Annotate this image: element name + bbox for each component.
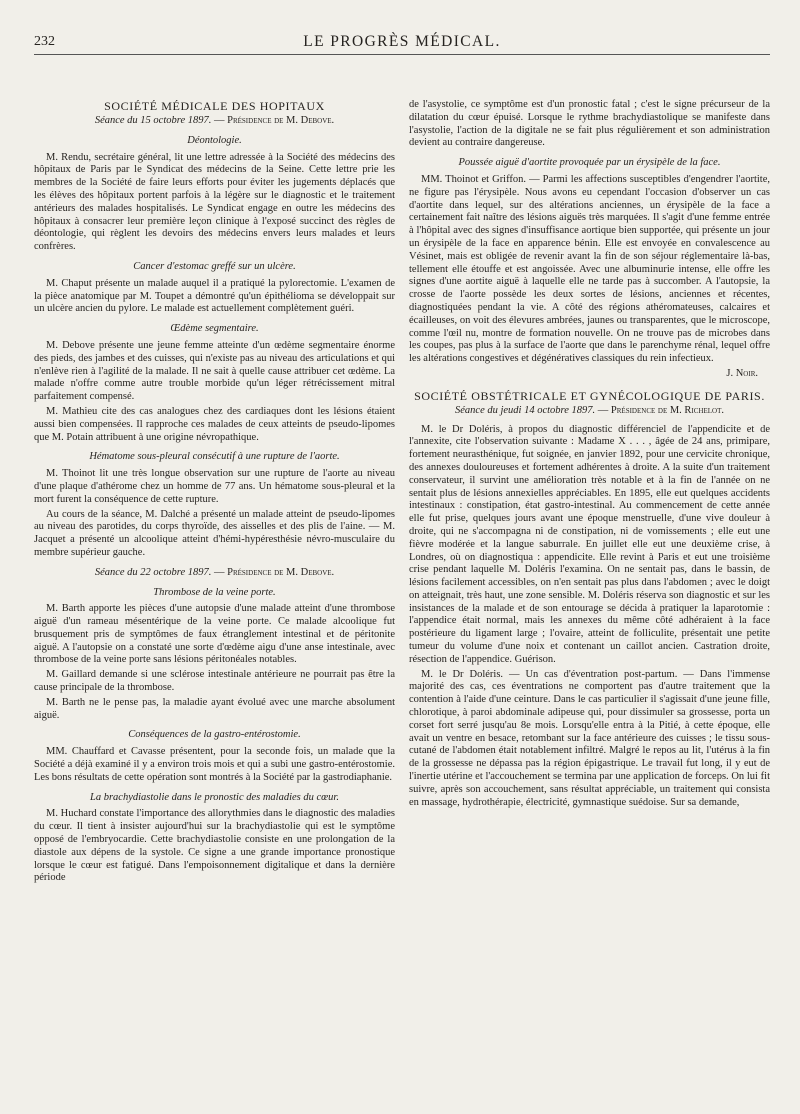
- page-number: 232: [34, 34, 55, 49]
- session-heading: [34, 567, 395, 580]
- paragraph: M. Mathieu cite des cas analogues chez des cardiaques dont les lésions étaient aussi bien compensées. Il rapproche ces malades de ceux atteints de pseudo-lipomes que M. Potain attribuent à une origine névropathique.: [34, 405, 395, 443]
- section-heading: Hématome sous-pleural consécutif à une rupture de l'aorte.: [89, 451, 340, 463]
- society-title: SOCIÉTÉ MÉDICALE DES HOPITAUX: [104, 99, 325, 113]
- paragraph: de l'asystolie, ce symptôme est d'un pronostic fatal ; c'est le signe précurseur de la dilatation du cœur épuisé. Lorsque le rythme brachydiastolique se manifeste dans l'asystolie, l'action de la digitale ne se fait plus régulièrement et son administration devient au contraire dangereuse.: [409, 99, 770, 149]
- session-heading: [34, 115, 395, 128]
- session-date: Séance du jeudi 14 octobre 1897.: [455, 404, 596, 416]
- columns: [34, 99, 770, 887]
- paragraph: M. Gaillard demande si une sclérose intestinale antérieure ne pourrait pas être la cause principale de la thrombose.: [34, 669, 395, 694]
- session-heading: [409, 405, 770, 418]
- paragraph: M. Chaput présente un malade auquel il a pratiqué la pylorectomie. L'examen de la pièce anatomique par M. Toupet a démontré qu'un épithélioma se développait sur un ulcère ancien du pylore. Le malade est actuellement complètement guéri.: [34, 277, 395, 315]
- paragraph: MM. Chauffard et Cavasse présentent, pour la seconde fois, un malade que la Société a déjà examiné il y a environ trois mois et qui a subi une gastro-entérostomie. Les bons résultats de cette opération sont montrés à la Société par la gastrodiaphanie.: [34, 746, 395, 783]
- section-heading: Conséquences de la gastro-entérostomie.: [128, 729, 301, 741]
- section-heading: Cancer d'estomac greffé sur un ulcère.: [133, 260, 296, 272]
- paragraph: M. Debove présente une jeune femme atteinte d'un œdème segmentaire énorme des pieds, des jambes et des cuisses, qui n'existe pas au niveau des articulations et qui n'enlève rien à l'agilité de la malade. Il ne sait à quelle cause attribuer cet œdème. La malade n'offre comme autre trouble morbide qu'un léger rétrécissement mitral parfaitement compensé.: [34, 339, 395, 403]
- running-title: LE PROGRÈS MÉDICAL.: [303, 33, 501, 50]
- session-presidency: — Présidence de M. Debove.: [211, 566, 335, 578]
- section-heading: Œdème segmentaire.: [170, 323, 259, 335]
- paragraph: M. le Dr Doléris. — Un cas d'éventration post-partum. — Dans l'immense majorité des cas, ces éventrations ne comportent pas d'autre traitement que la contention à l'aide d'une ceinture. Dans le cas particulier il s'agissait d'une jeune fille, chlorotique, à paroi abdominale adipeuse qui, pour dissimuler sa grossesse, porta un corset fort serré jusqu'au 8e mois. Lorsqu'elle entra à la Pitié, à cette époque, elle avait un ventre en besace, retombant sur la face antérieure des cuisses ; le tissu sous-cutané de l'abdomen était notablement infiltré. Malgré le repos au lit, l'utérus à la fin de la grossesse ne dépassa pas la région épigastrique. Le travail fut long, il y eut de l'inertie utérine et l'accouchement se termina par une application de forceps. On lui fit suivre, après son accouchement, sans résultat appréciable, un traitement qui consista en massage, hydrothérapie, électricité, gymnastique suédoise. Sur sa demande,: [409, 668, 770, 808]
- session-date: Séance du 15 octobre 1897.: [94, 115, 212, 126]
- author-signature: J. Noir.: [726, 367, 758, 379]
- paragraph: M. le Dr Doléris, à propos du diagnostic différenciel de l'appendicite et de l'annexite, cite l'observation suivante : Madame X . . . , âgée de 24 ans, primipare, fortement neurasthénique, fut soignée, en janvier 1892, pour une cervicite chronique, des annexes douloureuses et fortement adhérentes à droite. A la suite d'un traitement conservateur, il survint une amélioration très notable et à la fin de l'année on ne sentait plus de lésions annexielles appréciables. En 1895, elle eut quelques accidents intestinaux : constipation, état gastro-intestinal. Au commencement de cette année elle fut prise, quelques jours avant une époque menstruelle, d'une vive douleur à droite, qui ne s'accompagna ni de constipation, ni de vomissements ; elle eut une fièvre modérée et la langue saburrale. En juillet elle eut une deuxième crise, à Londres, où on diagnostiqua : appendicite. Elle revint à Paris et eut une troisième crise pendant laquelle M. Doléris l'examina. On ne sentait pas, dans le bassin, de lésions facilement accessibles, on n'en sentait pas plus dans l'abdomen ; avec le doigt on atteignait, très haut, une zone sensible. M. Doléris réserva son diagnostic et sur les insistances de la malade et de son entourage se décida à pratiquer la laparotomie : l'appendice était normal, mais les annexes du même côté adhéraient à la face postérieure du ligament large ; l'ovaire, atteint de folliculite, présentait une petite tumeur du volume d'une noix et contenant un caillot ancien. Castration droite, résection de l'appendice. Guérison.: [409, 423, 770, 665]
- page-header: [34, 30, 770, 55]
- session-date: Séance du 22 octobre 1897.: [94, 566, 212, 578]
- right-column: [409, 99, 770, 887]
- paragraph: M. Huchard constate l'importance des allorythmies dans le diagnostic des maladies du cœur. Il tient à insister aujourd'hui sur la brachydiastolie qui est le symptôme opposé de l'embryocardie. Cette brachydiastolie consiste en une prolongation de la diastole aux dépens de la systole. Ce signe a une grande importance pronostique lorsque le cœur est fatigué. Dans l'empoisonnement digitalique et dans la dernière période: [34, 808, 395, 884]
- paragraph: M. Rendu, secrétaire général, lit une lettre adressée à la Société des médecins des hôpitaux de Paris par le Syndicat des médecins de la Seine. Cette lettre prie les membres de la Société de faire leurs efforts pour éviter les jugements déplacés que les élèves des hôpitaux portent parfois à la légère sur le diagnostic et le traitement antérieurs des malades hospitalisés. Le Syndicat engage en outre les médecins des hôpitaux à consacrer leur première leçon clinique à l'exposé succinct des règles de déontologie, qui règlent les devoirs des médecins envers leurs malades et leurs confrères.: [34, 151, 395, 253]
- section-heading: Poussée aiguë d'aortite provoquée par un érysipèle de la face.: [458, 157, 721, 169]
- section-heading: Thrombose de la veine porte.: [153, 586, 276, 598]
- paragraph: MM. Thoinot et Griffon. — Parmi les affections susceptibles d'engendrer l'aortite, ne figure pas l'érysipèle. Nous avons eu cependant l'occasion d'observer un cas d'aortite dans lequel, sur des altérations anciennes, un érysipèle de la face a certainement fait naître des lésions aiguës très marquées. Il s'agit d'une femme entrée à l'hôpital avec des signes d'insuffisance aortique bien supportée, qui présente un jour un érysipèle de la face en apparence bénin. Elle est envoyée en convalescence au Vésinet, mais est obligée de revenir avant la fin de son séjour réglementaire là-bas, tellement elle étouffe et est angoissée. Avec une albuminurie intense, elle offre les signes d'une aortite aiguë à laquelle elle ne tarde pas à succomber. A l'autopsie, la crosse de l'aorte possède les deux sortes de lésions, anciennes et récentes, diagnostiquées pendant la vie. A côté des régions athéromateuses, calcaires et écailleuses, on voit des élevures ambrées, jaunes ou transparentes, que le microscope, comme l'œil nu, montre de formation nouvelle. On ne trouve pas de microbes dans les coupes, pas plus à la surface de l'aorte que dans le parenchyme rénal, lequel offre les altérations congestives et dégénératives classiques du rein infectieux.: [409, 173, 770, 365]
- session-presidency: — Présidence de M. Debove.: [211, 115, 335, 126]
- section-heading: La brachydiastolie dans le pronostic des maladies du cœur.: [90, 791, 339, 803]
- paragraph: M. Barth apporte les pièces d'une autopsie d'une malade atteint d'une thrombose aiguë d'un rameau mésentérique de la veine porte. Ce malade alcoolique fut brusquement pris de symptômes de faux étranglement intestinal et de péritonite aiguë. A l'autopsie on a constaté une sorte d'œdème aigu d'une anse intestinale, avec thrombose de la veine porte sans lésions péritonéales notables.: [34, 603, 395, 666]
- society-title: SOCIÉTÉ OBSTÉTRICALE ET GYNÉCOLOGIQUE DE PARIS.: [414, 388, 765, 403]
- paragraph: Au cours de la séance, M. Dalché a présenté un malade atteint de pseudo-lipomes au niveau des parotides, du corps thyroïde, des aisselles et des plis de l'aine. — M. Jacquet a présenté un alcoolique atteint d'hémi-hypéresthésie névro-musculaire du membre supérieur gauche.: [34, 508, 395, 558]
- left-column: [34, 99, 395, 887]
- paragraph: M. Barth ne le pense pas, la maladie ayant évolué avec une marche absolument aiguë.: [34, 696, 395, 721]
- section-heading: Déontologie.: [187, 134, 242, 146]
- paragraph: M. Thoinot lit une très longue observation sur une rupture de l'aorte au niveau d'une plaque d'athérome chez un homme de 77 ans. Un hématome sous-pleural et la mort furent la conséquence de cette rupture.: [34, 468, 395, 505]
- session-presidency: — Présidence de M. Richelot.: [595, 404, 724, 416]
